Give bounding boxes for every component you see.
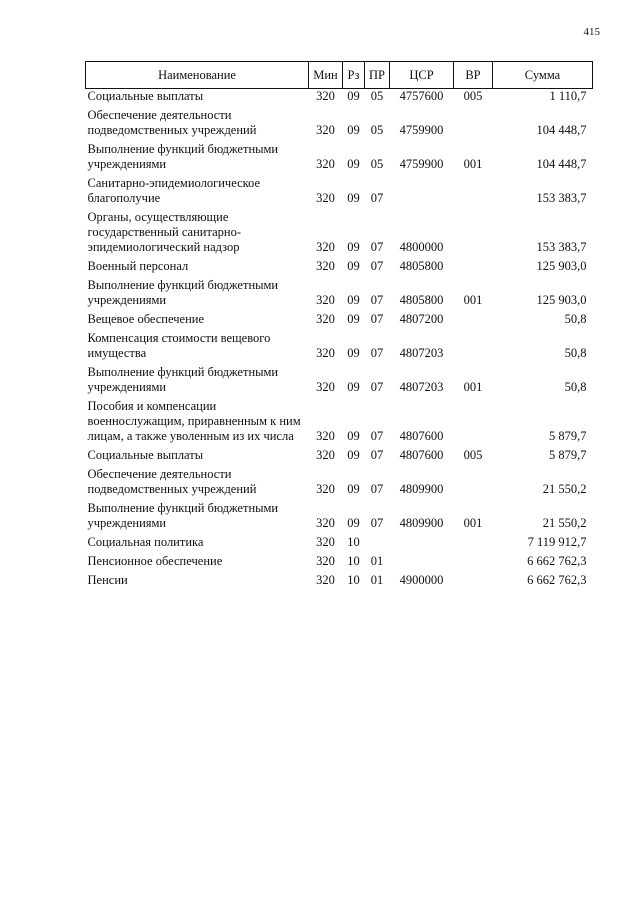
table-row bbox=[86, 255, 593, 274]
cell-sum: 50,8 bbox=[564, 346, 587, 360]
cell-csr: 4807600 bbox=[399, 429, 444, 443]
cell-rz: 09 bbox=[347, 240, 360, 254]
cell-csr bbox=[390, 172, 454, 206]
cell-min: 320 bbox=[316, 240, 335, 254]
cell-name: Военный персонал bbox=[87, 259, 189, 273]
table-row bbox=[86, 463, 593, 497]
cell-min: 320 bbox=[316, 312, 335, 326]
cell-sum: 153 383,7 bbox=[536, 240, 587, 254]
cell-rz: 09 bbox=[347, 346, 360, 360]
cell-sum: 1 110,7 bbox=[549, 89, 587, 103]
cell-sum: 5 879,7 bbox=[549, 448, 587, 462]
cell-min: 320 bbox=[316, 535, 335, 549]
header-row bbox=[86, 62, 593, 89]
cell-vr bbox=[454, 550, 493, 569]
table-row bbox=[86, 327, 593, 361]
cell-rz: 10 bbox=[347, 535, 360, 549]
cell-name: Пенсии bbox=[87, 573, 128, 587]
cell-pr: 07 bbox=[370, 346, 384, 360]
cell-vr: 001 bbox=[463, 380, 483, 394]
cell-min: 320 bbox=[316, 554, 335, 568]
cell-min: 320 bbox=[316, 157, 335, 171]
table-row bbox=[86, 308, 593, 327]
cell-vr bbox=[454, 327, 493, 361]
cell-min: 320 bbox=[316, 448, 335, 462]
cell-csr: 4807203 bbox=[399, 346, 444, 360]
cell-vr bbox=[454, 463, 493, 497]
cell-min: 320 bbox=[316, 516, 335, 530]
cell-vr bbox=[454, 569, 493, 588]
table-row bbox=[86, 89, 593, 105]
cell-vr bbox=[454, 395, 493, 444]
cell-csr: 4805800 bbox=[399, 293, 444, 307]
cell-name: Социальная политика bbox=[87, 535, 204, 549]
cell-pr: 07 bbox=[370, 448, 384, 462]
cell-rz: 09 bbox=[347, 293, 360, 307]
table-row bbox=[86, 569, 593, 588]
cell-sum: 153 383,7 bbox=[536, 191, 587, 205]
cell-pr: 05 bbox=[370, 89, 384, 103]
cell-pr: 07 bbox=[370, 191, 384, 205]
cell-name: Вещевое обеспечение bbox=[87, 312, 204, 326]
cell-csr: 4807200 bbox=[399, 312, 444, 326]
cell-pr: 07 bbox=[370, 240, 384, 254]
cell-rz: 09 bbox=[347, 380, 360, 394]
table-row bbox=[86, 361, 593, 395]
cell-csr: 4800000 bbox=[399, 240, 444, 254]
cell-rz: 09 bbox=[347, 429, 360, 443]
cell-name: Обеспечение деятельности подведомственных учреждений bbox=[87, 108, 257, 137]
cell-rz: 09 bbox=[347, 448, 360, 462]
cell-vr bbox=[454, 308, 493, 327]
cell-pr: 07 bbox=[370, 429, 384, 443]
table-body bbox=[86, 89, 593, 589]
header-vr: ВР bbox=[454, 62, 493, 89]
cell-pr: 07 bbox=[370, 293, 384, 307]
cell-pr: 07 bbox=[370, 482, 384, 496]
table-header bbox=[86, 62, 593, 89]
cell-name: Органы, осуществляющие государственный санитарно-эпидемиологический надзор bbox=[87, 210, 242, 254]
cell-rz: 10 bbox=[347, 554, 360, 568]
cell-vr: 001 bbox=[463, 293, 483, 307]
cell-min: 320 bbox=[316, 191, 335, 205]
cell-csr bbox=[390, 550, 454, 569]
cell-pr: 01 bbox=[370, 573, 384, 587]
table-row bbox=[86, 531, 593, 550]
cell-min: 320 bbox=[316, 89, 335, 103]
cell-pr: 05 bbox=[370, 157, 384, 171]
cell-rz: 09 bbox=[347, 157, 360, 171]
cell-sum: 6 662 762,3 bbox=[527, 573, 587, 587]
cell-sum: 104 448,7 bbox=[536, 157, 587, 171]
cell-name: Выполнение функций бюджетными учреждениями bbox=[87, 501, 279, 530]
cell-sum: 125 903,0 bbox=[536, 293, 587, 307]
cell-name: Пенсионное обеспечение bbox=[87, 554, 223, 568]
cell-vr: 001 bbox=[463, 157, 483, 171]
cell-name: Выполнение функций бюджетными учреждениями bbox=[87, 365, 279, 394]
cell-vr: 005 bbox=[463, 448, 483, 462]
header-csr: ЦСР bbox=[390, 62, 454, 89]
cell-vr: 001 bbox=[463, 516, 483, 530]
header-pr: ПР bbox=[365, 62, 390, 89]
cell-vr bbox=[454, 206, 493, 255]
cell-name: Социальные выплаты bbox=[87, 89, 204, 103]
cell-name: Социальные выплаты bbox=[87, 448, 204, 462]
cell-vr bbox=[454, 104, 493, 138]
header-rz: Рз bbox=[343, 62, 365, 89]
budget-table bbox=[85, 61, 593, 588]
table-row bbox=[86, 497, 593, 531]
cell-vr bbox=[454, 172, 493, 206]
cell-rz: 09 bbox=[347, 89, 360, 103]
cell-pr: 07 bbox=[370, 380, 384, 394]
cell-csr: 4759900 bbox=[399, 123, 444, 137]
cell-csr: 4807203 bbox=[399, 380, 444, 394]
cell-rz: 10 bbox=[347, 573, 360, 587]
table-row bbox=[86, 138, 593, 172]
cell-csr: 4809900 bbox=[399, 482, 444, 496]
cell-csr: 4809900 bbox=[399, 516, 444, 530]
cell-sum: 50,8 bbox=[564, 312, 587, 326]
table-row bbox=[86, 444, 593, 463]
table-row bbox=[86, 395, 593, 444]
cell-rz: 09 bbox=[347, 191, 360, 205]
cell-min: 320 bbox=[316, 346, 335, 360]
cell-csr: 4807600 bbox=[399, 448, 444, 462]
cell-min: 320 bbox=[316, 482, 335, 496]
cell-pr: 01 bbox=[370, 554, 384, 568]
cell-csr: 4805800 bbox=[399, 259, 444, 273]
table-row bbox=[86, 550, 593, 569]
cell-rz: 09 bbox=[347, 123, 360, 137]
header-min: Мин bbox=[309, 62, 343, 89]
cell-pr: 07 bbox=[370, 516, 384, 530]
cell-sum: 7 119 912,7 bbox=[527, 535, 587, 549]
cell-min: 320 bbox=[316, 123, 335, 137]
cell-name: Выполнение функций бюджетными учреждениями bbox=[87, 142, 279, 171]
cell-rz: 09 bbox=[347, 482, 360, 496]
header-sum: Сумма bbox=[493, 62, 593, 89]
cell-sum: 5 879,7 bbox=[549, 429, 587, 443]
cell-rz: 09 bbox=[347, 516, 360, 530]
cell-pr: 05 bbox=[370, 123, 384, 137]
cell-name: Обеспечение деятельности подведомственных учреждений bbox=[87, 467, 257, 496]
cell-sum: 125 903,0 bbox=[536, 259, 587, 273]
cell-min: 320 bbox=[316, 429, 335, 443]
cell-name: Выполнение функций бюджетными учреждениями bbox=[87, 278, 279, 307]
cell-csr: 4757600 bbox=[399, 89, 444, 103]
cell-name: Санитарно-эпидемиологическое благополучие bbox=[87, 176, 261, 205]
cell-pr: 07 bbox=[370, 259, 384, 273]
cell-min: 320 bbox=[316, 259, 335, 273]
page-number: 415 bbox=[583, 26, 600, 38]
cell-name: Пособия и компенсации военнослужащим, приравненным к ним лицам, а также уволенным из их числа bbox=[87, 399, 301, 443]
table-row bbox=[86, 172, 593, 206]
table-row bbox=[86, 274, 593, 308]
table-row bbox=[86, 104, 593, 138]
cell-csr bbox=[390, 531, 454, 550]
cell-pr: 07 bbox=[370, 312, 384, 326]
cell-csr: 4900000 bbox=[399, 573, 444, 587]
cell-sum: 21 550,2 bbox=[542, 516, 587, 530]
cell-min: 320 bbox=[316, 293, 335, 307]
cell-vr bbox=[454, 531, 493, 550]
cell-sum: 21 550,2 bbox=[542, 482, 587, 496]
cell-pr bbox=[365, 531, 390, 550]
cell-sum: 50,8 bbox=[564, 380, 587, 394]
cell-min: 320 bbox=[316, 573, 335, 587]
cell-vr: 005 bbox=[463, 89, 483, 103]
cell-sum: 6 662 762,3 bbox=[527, 554, 587, 568]
cell-name: Компенсация стоимости вещевого имущества bbox=[87, 331, 271, 360]
cell-rz: 09 bbox=[347, 259, 360, 273]
cell-rz: 09 bbox=[347, 312, 360, 326]
table-row bbox=[86, 206, 593, 255]
cell-csr: 4759900 bbox=[399, 157, 444, 171]
cell-min: 320 bbox=[316, 380, 335, 394]
cell-sum: 104 448,7 bbox=[536, 123, 587, 137]
cell-vr bbox=[454, 255, 493, 274]
header-name: Наименование bbox=[86, 62, 309, 89]
